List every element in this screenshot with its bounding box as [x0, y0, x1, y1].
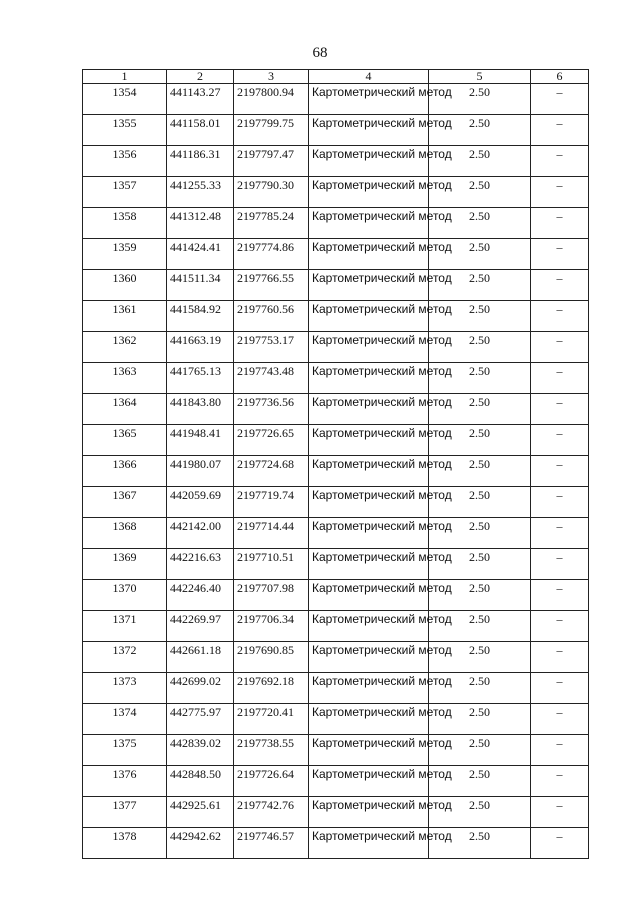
- x-coordinate-cell: 441980.07: [167, 456, 234, 487]
- method-cell: Картометрический метод: [309, 580, 429, 611]
- accuracy-cell: 2.50: [429, 332, 531, 363]
- note-cell: –: [531, 84, 589, 115]
- x-coordinate-cell: 441511.34: [167, 270, 234, 301]
- method-cell: Картометрический метод: [309, 332, 429, 363]
- note-cell: –: [531, 456, 589, 487]
- method-cell: Картометрический метод: [309, 270, 429, 301]
- x-coordinate-cell: 442216.63: [167, 549, 234, 580]
- accuracy-cell: 2.50: [429, 115, 531, 146]
- table-row: [83, 642, 589, 673]
- note-cell: –: [531, 828, 589, 859]
- table-row: [83, 208, 589, 239]
- accuracy-cell: 2.50: [429, 704, 531, 735]
- table-row: [83, 580, 589, 611]
- method-cell: Картометрический метод: [309, 766, 429, 797]
- y-coordinate-cell: 2197714.44: [234, 518, 309, 549]
- x-coordinate-cell: 442942.62: [167, 828, 234, 859]
- y-coordinate-cell: 2197710.51: [234, 549, 309, 580]
- coordinates-table: [82, 69, 589, 859]
- note-cell: –: [531, 797, 589, 828]
- method-cell: Картометрический метод: [309, 828, 429, 859]
- table-row: [83, 363, 589, 394]
- accuracy-cell: 2.50: [429, 425, 531, 456]
- column-header-1: 1: [83, 70, 167, 84]
- x-coordinate-cell: 441255.33: [167, 177, 234, 208]
- x-coordinate-cell: 442661.18: [167, 642, 234, 673]
- point-number-cell: 1361: [83, 301, 167, 332]
- accuracy-cell: 2.50: [429, 797, 531, 828]
- table-body: [83, 84, 589, 859]
- accuracy-cell: 2.50: [429, 177, 531, 208]
- method-cell: Картометрический метод: [309, 673, 429, 704]
- method-cell: Картометрический метод: [309, 487, 429, 518]
- x-coordinate-cell: 441663.19: [167, 332, 234, 363]
- point-number-cell: 1378: [83, 828, 167, 859]
- accuracy-cell: 2.50: [429, 518, 531, 549]
- y-coordinate-cell: 2197726.65: [234, 425, 309, 456]
- y-coordinate-cell: 2197738.55: [234, 735, 309, 766]
- y-coordinate-cell: 2197736.56: [234, 394, 309, 425]
- table-row: [83, 766, 589, 797]
- x-coordinate-cell: 442699.02: [167, 673, 234, 704]
- x-coordinate-cell: 441424.41: [167, 239, 234, 270]
- x-coordinate-cell: 441843.80: [167, 394, 234, 425]
- y-coordinate-cell: 2197753.17: [234, 332, 309, 363]
- note-cell: –: [531, 332, 589, 363]
- method-cell: Картометрический метод: [309, 146, 429, 177]
- page-number: 68: [312, 45, 328, 61]
- method-cell: Картометрический метод: [309, 425, 429, 456]
- note-cell: –: [531, 363, 589, 394]
- table-row: [83, 487, 589, 518]
- method-cell: Картометрический метод: [309, 642, 429, 673]
- point-number-cell: 1370: [83, 580, 167, 611]
- x-coordinate-cell: 442848.50: [167, 766, 234, 797]
- table-row: [83, 611, 589, 642]
- accuracy-cell: 2.50: [429, 84, 531, 115]
- y-coordinate-cell: 2197720.41: [234, 704, 309, 735]
- accuracy-cell: 2.50: [429, 363, 531, 394]
- x-coordinate-cell: 442839.02: [167, 735, 234, 766]
- method-cell: Картометрический метод: [309, 115, 429, 146]
- point-number-cell: 1364: [83, 394, 167, 425]
- x-coordinate-cell: 442775.97: [167, 704, 234, 735]
- x-coordinate-cell: 442269.97: [167, 611, 234, 642]
- y-coordinate-cell: 2197785.24: [234, 208, 309, 239]
- point-number-cell: 1358: [83, 208, 167, 239]
- note-cell: –: [531, 704, 589, 735]
- x-coordinate-cell: 442059.69: [167, 487, 234, 518]
- method-cell: Картометрический метод: [309, 84, 429, 115]
- point-number-cell: 1377: [83, 797, 167, 828]
- y-coordinate-cell: 2197797.47: [234, 146, 309, 177]
- method-cell: Картометрический метод: [309, 177, 429, 208]
- point-number-cell: 1363: [83, 363, 167, 394]
- y-coordinate-cell: 2197760.56: [234, 301, 309, 332]
- method-cell: Картометрический метод: [309, 518, 429, 549]
- table-row: [83, 84, 589, 115]
- x-coordinate-cell: 441143.27: [167, 84, 234, 115]
- x-coordinate-cell: 441312.48: [167, 208, 234, 239]
- note-cell: –: [531, 270, 589, 301]
- y-coordinate-cell: 2197746.57: [234, 828, 309, 859]
- accuracy-cell: 2.50: [429, 394, 531, 425]
- x-coordinate-cell: 441186.31: [167, 146, 234, 177]
- method-cell: Картометрический метод: [309, 456, 429, 487]
- point-number-cell: 1371: [83, 611, 167, 642]
- table-row: [83, 425, 589, 456]
- table-row: [83, 456, 589, 487]
- note-cell: –: [531, 766, 589, 797]
- note-cell: –: [531, 115, 589, 146]
- y-coordinate-cell: 2197800.94: [234, 84, 309, 115]
- point-number-cell: 1355: [83, 115, 167, 146]
- method-cell: Картометрический метод: [309, 363, 429, 394]
- method-cell: Картометрический метод: [309, 239, 429, 270]
- x-coordinate-cell: 441158.01: [167, 115, 234, 146]
- y-coordinate-cell: 2197690.85: [234, 642, 309, 673]
- y-coordinate-cell: 2197790.30: [234, 177, 309, 208]
- accuracy-cell: 2.50: [429, 239, 531, 270]
- point-number-cell: 1360: [83, 270, 167, 301]
- note-cell: –: [531, 735, 589, 766]
- table-row: [83, 828, 589, 859]
- point-number-cell: 1354: [83, 84, 167, 115]
- y-coordinate-cell: 2197724.68: [234, 456, 309, 487]
- x-coordinate-cell: 442142.00: [167, 518, 234, 549]
- table-row: [83, 239, 589, 270]
- note-cell: –: [531, 208, 589, 239]
- table-row: [83, 115, 589, 146]
- point-number-cell: 1373: [83, 673, 167, 704]
- table-row: [83, 394, 589, 425]
- x-coordinate-cell: 441765.13: [167, 363, 234, 394]
- point-number-cell: 1374: [83, 704, 167, 735]
- method-cell: Картометрический метод: [309, 394, 429, 425]
- table-row: [83, 797, 589, 828]
- note-cell: –: [531, 394, 589, 425]
- column-header-5: 5: [429, 70, 531, 84]
- note-cell: –: [531, 487, 589, 518]
- y-coordinate-cell: 2197766.55: [234, 270, 309, 301]
- y-coordinate-cell: 2197774.86: [234, 239, 309, 270]
- y-coordinate-cell: 2197743.48: [234, 363, 309, 394]
- y-coordinate-cell: 2197692.18: [234, 673, 309, 704]
- note-cell: –: [531, 239, 589, 270]
- point-number-cell: 1366: [83, 456, 167, 487]
- x-coordinate-cell: 442925.61: [167, 797, 234, 828]
- table-row: [83, 270, 589, 301]
- note-cell: –: [531, 580, 589, 611]
- y-coordinate-cell: 2197799.75: [234, 115, 309, 146]
- note-cell: –: [531, 146, 589, 177]
- accuracy-cell: 2.50: [429, 487, 531, 518]
- accuracy-cell: 2.50: [429, 828, 531, 859]
- note-cell: –: [531, 177, 589, 208]
- accuracy-cell: 2.50: [429, 146, 531, 177]
- y-coordinate-cell: 2197742.76: [234, 797, 309, 828]
- y-coordinate-cell: 2197719.74: [234, 487, 309, 518]
- method-cell: Картометрический метод: [309, 704, 429, 735]
- table-row: [83, 146, 589, 177]
- accuracy-cell: 2.50: [429, 735, 531, 766]
- point-number-cell: 1368: [83, 518, 167, 549]
- method-cell: Картометрический метод: [309, 301, 429, 332]
- y-coordinate-cell: 2197706.34: [234, 611, 309, 642]
- accuracy-cell: 2.50: [429, 301, 531, 332]
- point-number-cell: 1359: [83, 239, 167, 270]
- point-number-cell: 1372: [83, 642, 167, 673]
- table-row: [83, 177, 589, 208]
- point-number-cell: 1375: [83, 735, 167, 766]
- point-number-cell: 1376: [83, 766, 167, 797]
- x-coordinate-cell: 442246.40: [167, 580, 234, 611]
- method-cell: Картометрический метод: [309, 611, 429, 642]
- note-cell: –: [531, 673, 589, 704]
- note-cell: –: [531, 518, 589, 549]
- point-number-cell: 1356: [83, 146, 167, 177]
- accuracy-cell: 2.50: [429, 673, 531, 704]
- note-cell: –: [531, 549, 589, 580]
- note-cell: –: [531, 425, 589, 456]
- column-header-2: 2: [167, 70, 234, 84]
- column-header-6: 6: [531, 70, 589, 84]
- accuracy-cell: 2.50: [429, 611, 531, 642]
- y-coordinate-cell: 2197726.64: [234, 766, 309, 797]
- table-row: [83, 735, 589, 766]
- method-cell: Картометрический метод: [309, 735, 429, 766]
- point-number-cell: 1362: [83, 332, 167, 363]
- accuracy-cell: 2.50: [429, 642, 531, 673]
- table-row: [83, 673, 589, 704]
- accuracy-cell: 2.50: [429, 208, 531, 239]
- y-coordinate-cell: 2197707.98: [234, 580, 309, 611]
- x-coordinate-cell: 441584.92: [167, 301, 234, 332]
- table-row: [83, 549, 589, 580]
- method-cell: Картометрический метод: [309, 549, 429, 580]
- accuracy-cell: 2.50: [429, 549, 531, 580]
- table-row: [83, 332, 589, 363]
- accuracy-cell: 2.50: [429, 270, 531, 301]
- table-header-row: [83, 70, 589, 84]
- note-cell: –: [531, 611, 589, 642]
- column-header-3: 3: [234, 70, 309, 84]
- x-coordinate-cell: 441948.41: [167, 425, 234, 456]
- method-cell: Картометрический метод: [309, 797, 429, 828]
- point-number-cell: 1365: [83, 425, 167, 456]
- accuracy-cell: 2.50: [429, 580, 531, 611]
- accuracy-cell: 2.50: [429, 456, 531, 487]
- note-cell: –: [531, 301, 589, 332]
- accuracy-cell: 2.50: [429, 766, 531, 797]
- point-number-cell: 1367: [83, 487, 167, 518]
- note-cell: –: [531, 642, 589, 673]
- method-cell: Картометрический метод: [309, 208, 429, 239]
- table-row: [83, 301, 589, 332]
- table-row: [83, 704, 589, 735]
- column-header-4: 4: [309, 70, 429, 84]
- point-number-cell: 1369: [83, 549, 167, 580]
- table-row: [83, 518, 589, 549]
- point-number-cell: 1357: [83, 177, 167, 208]
